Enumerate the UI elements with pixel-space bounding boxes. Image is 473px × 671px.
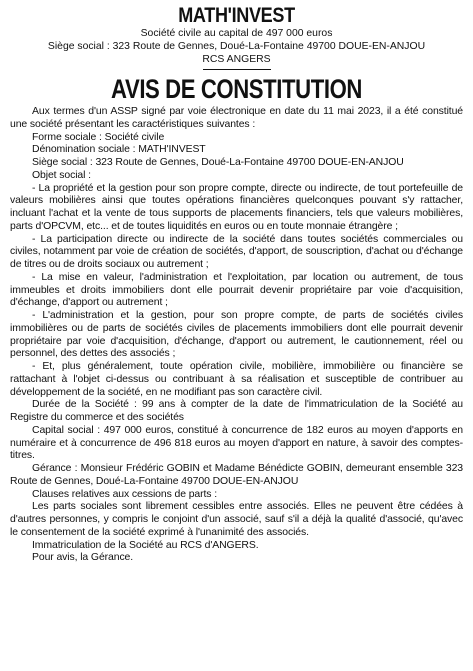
notice-title: AVIS DE CONSTITUTION [111, 74, 362, 104]
paragraph-siege-social: Siège social : 323 Route de Gennes, Doué-La-Fontaine 49700 DOUE-EN-ANJOU [32, 157, 404, 168]
paragraph-objet-item: - La mise en valeur, l'administration et l'exploitation, par location ou autrement, de tous immeubles et droits immobiliers dont elle pourrait devenir propriétaire par voie d'acquisition, d'échange, d'apport ou autrement ; [10, 271, 463, 309]
paragraph-objet-social: Objet social : [32, 169, 91, 181]
rcs-line: RCS ANGERS [202, 54, 271, 65]
notice-body [10, 106, 463, 565]
paragraph-immatriculation: Immatriculation de la Société au RCS d'ANGERS. [32, 539, 259, 551]
paragraph-objet-item: - Et, plus généralement, toute opération civile, mobilière, immobilière ou financière se rattachant à l'objet ci-dessus ou contribuant à sa réalisation et susceptible de contribuer au développement de la société, en ne modifiant pas son caractère civil. [10, 361, 463, 398]
company-name: MATH'INVEST [178, 4, 295, 27]
paragraph-capital: Capital social : 497 000 euros, constitué à concurrence de 182 euros au moyen d'apports en numéraire et à concurrence de 496 818 euros au moyen d'apport en nature, à savoir des comptes-titres. [10, 424, 463, 462]
paragraph-signature: Pour avis, la Gérance. [32, 552, 134, 564]
capital-line: Société civile au capital de 497 000 euros [140, 28, 333, 39]
paragraph-objet-item: - L'administration et la gestion, pour son propre compte, de parts de sociétés civiles immobilières ou de parts de sociétés civiles de placements immobiliers dont elle pourrait devenir propriétaire par voie d'acquisition, d'échange, d'apport ou autrement, le cautionnement, réel ou personnel, des dettes des associés ; [10, 310, 463, 360]
paragraph-objet-item: - La propriété et la gestion pour son propre compte, directe ou indirecte, de tout portefeuille de valeurs mobilières ainsi que toutes opérations financières quelconques pouvant s'y rattacher, incluant l'achat et la vente de tous supports de placements financiers, tels que valeurs mobilières, parts d'OPCVM, etc... et de toutes liquidités en euros ou en toute monnaie étrangère ; [10, 182, 463, 232]
header-divider [203, 69, 271, 70]
paragraph-intro: Aux termes d'un ASSP signé par voie électronique en date du 11 mai 2023, il a été constitué une société présentant les caractéristiques suivantes : [10, 106, 463, 130]
paragraph-duree: Durée de la Société : 99 ans à compter de la date de l'immatriculation de la Société au Registre du commerce et des sociétés [10, 399, 463, 423]
paragraph-denomination: Dénomination sociale : MATH'INVEST [32, 144, 206, 156]
siege-line: Siège social : 323 Route de Gennes, Doué-La-Fontaine 49700 DOUE-EN-ANJOU [47, 41, 426, 52]
paragraph-objet-item: - La participation directe ou indirecte de la société dans toutes sociétés commerciales ou civiles, notamment par voie de création de sociétés, d'apport, de souscription, d'achat ou d'échange de titres ou de droits sociaux ou autrement ; [10, 233, 463, 270]
notice-header [10, 4, 463, 104]
paragraph-forme-sociale: Forme sociale : Société civile [32, 131, 165, 143]
paragraph-clauses: Clauses relatives aux cessions de parts : [32, 488, 218, 500]
paragraph-gerance: Gérance : Monsieur Frédéric GOBIN et Madame Bénédicte GOBIN, demeurant ensemble 323 Route de Gennes, Doué-La-Fontaine 49700 DOUE-EN-ANJOU [10, 463, 463, 487]
paragraph-cessions: Les parts sociales sont librement cessibles entre associés. Elles ne peuvent être cédées à d'autres personnes, y compris le conjoint d'un associé, sauf s'il a déjà la qualité d'associé, qu'avec le consentement de la société exprimé à l'unanimité des associés. [10, 501, 463, 538]
